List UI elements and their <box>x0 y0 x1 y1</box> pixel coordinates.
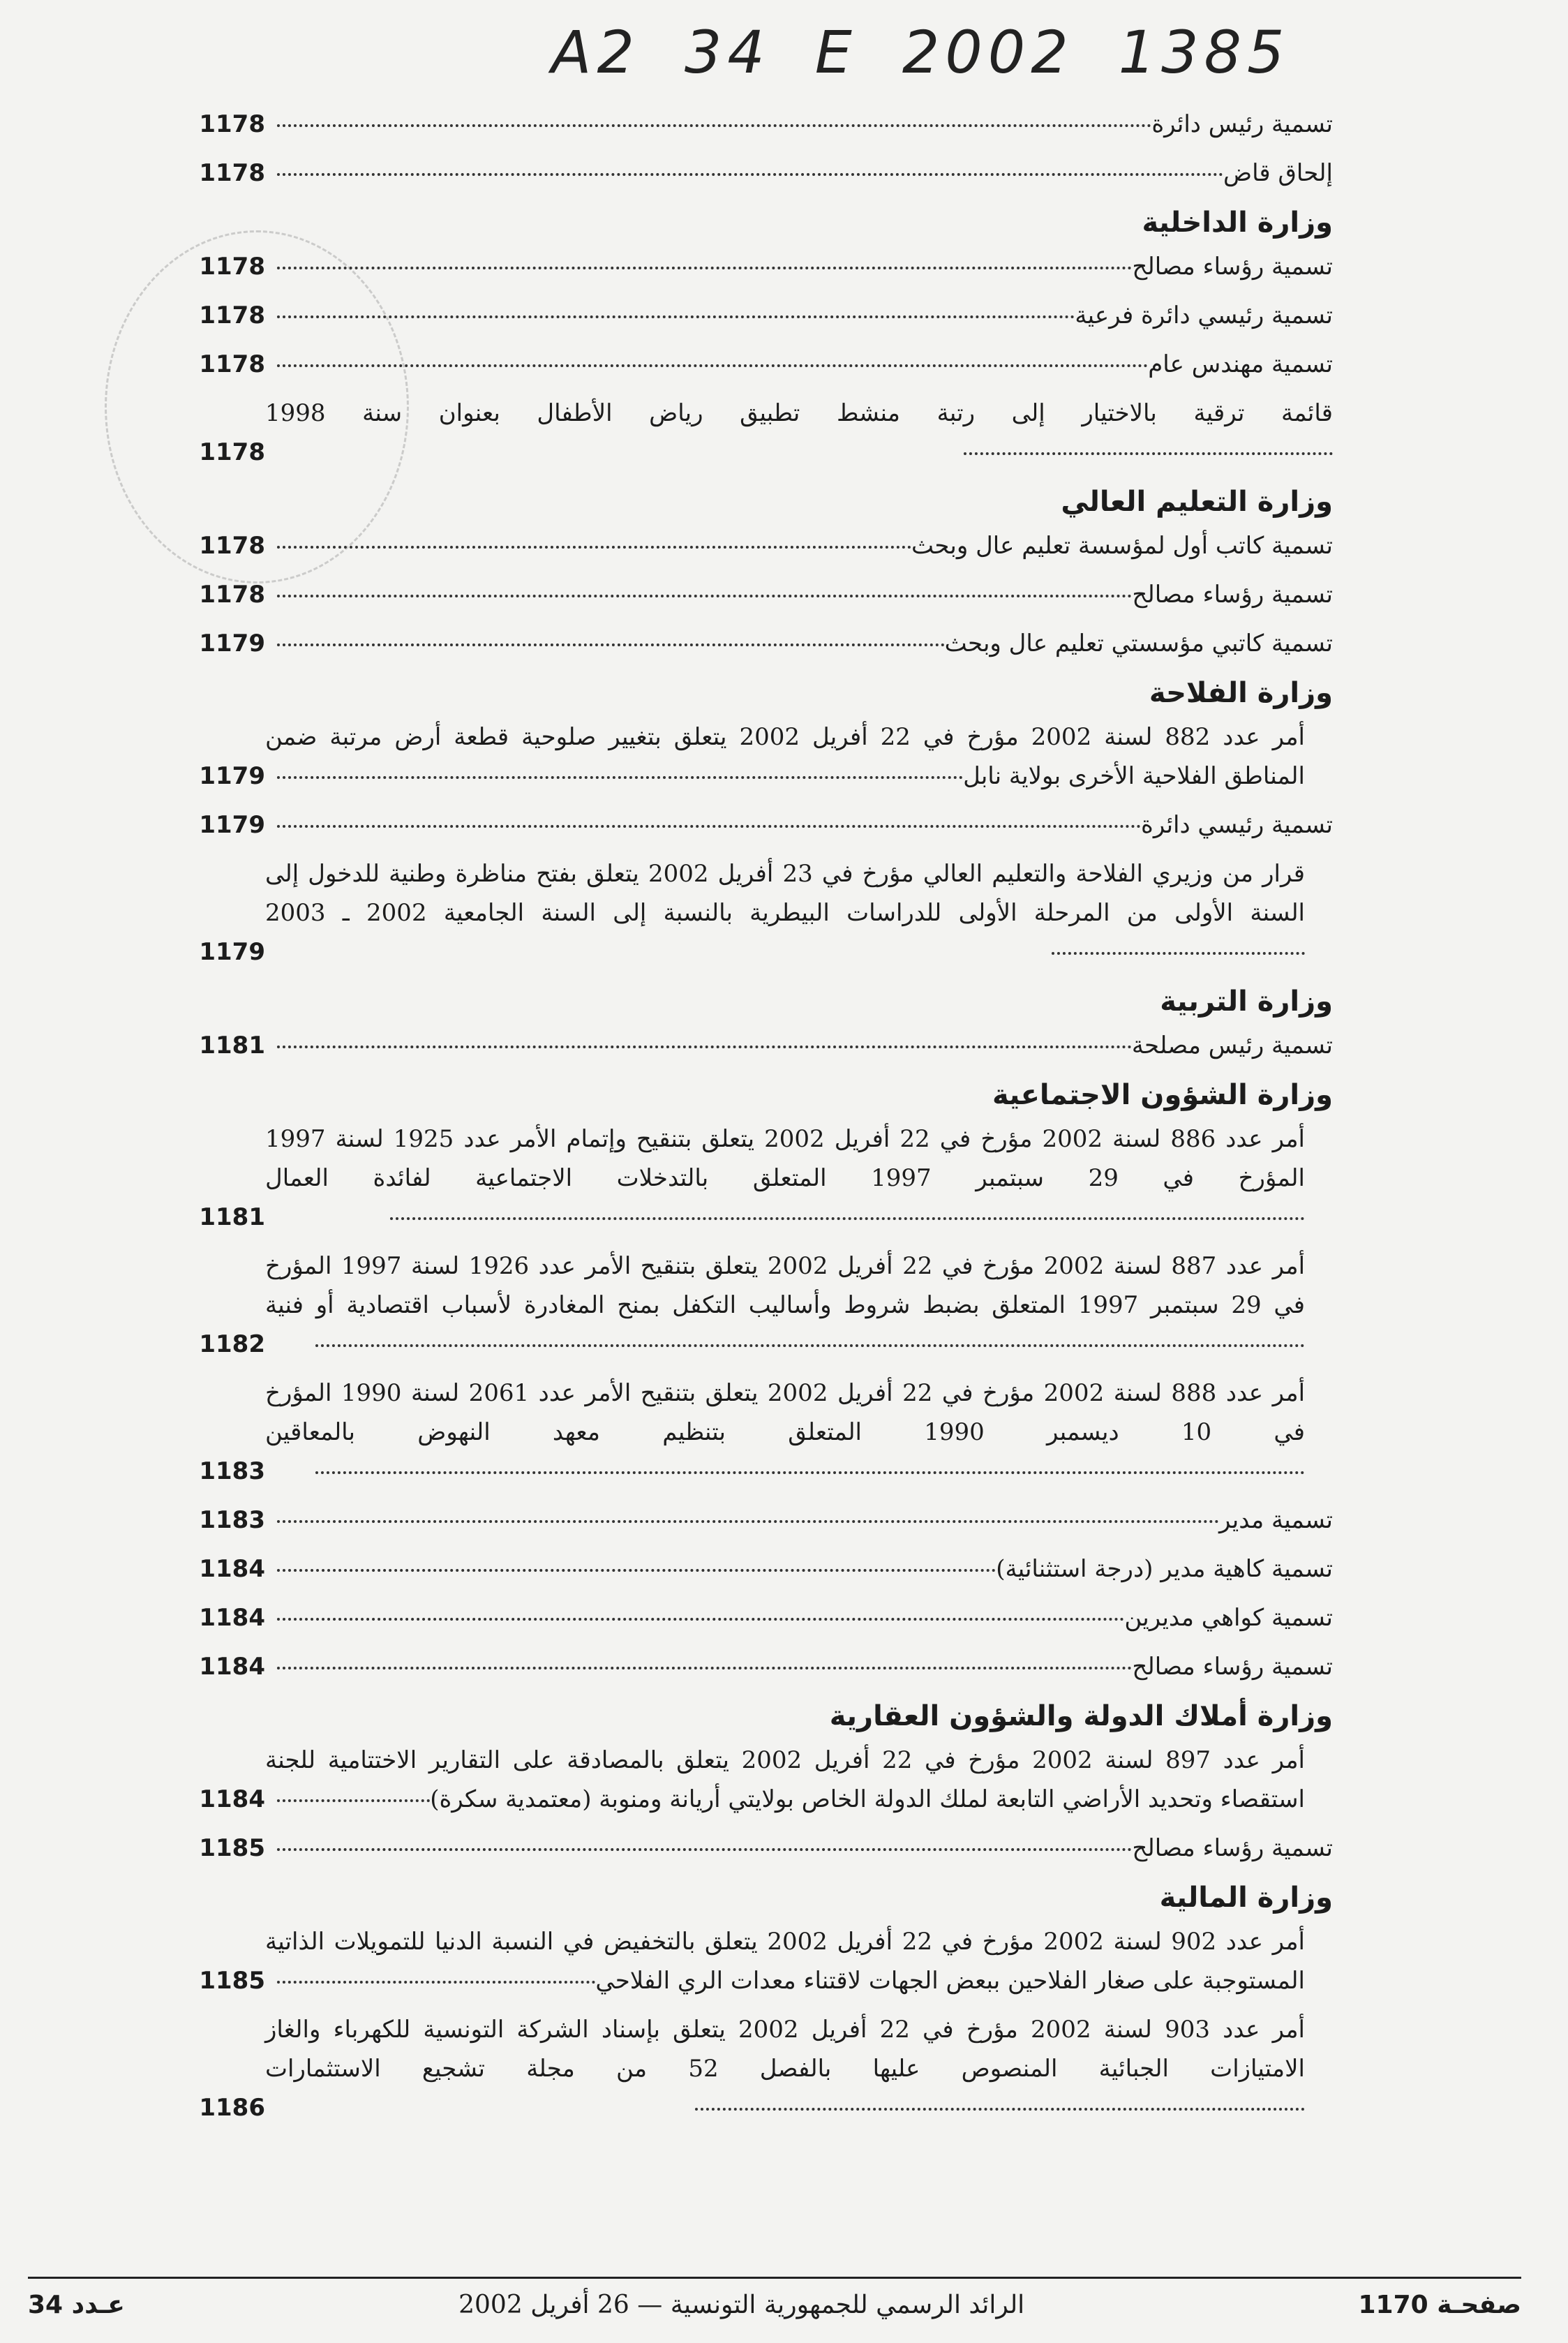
toc-page-number: 1178 <box>199 532 265 560</box>
ministry-heading: وزارة التعليم العالي <box>1061 486 1333 518</box>
toc-page-number: 1178 <box>199 302 265 329</box>
ministry-heading: وزارة التربية <box>1160 985 1333 1018</box>
toc-entry-title: تسمية مهندس عام <box>1148 350 1333 378</box>
dot-leader <box>277 776 963 779</box>
toc-page-number: 1178 <box>199 159 265 187</box>
toc-entry-title: تسمية كواهي مديرين <box>1124 1604 1333 1632</box>
toc-entry-title: قرار من وزيري الفلاحة والتعليم العالي مؤرخ في 23 أفريل 2002 يتعلق بفتح مناظرة وطنية للدخول إلى السنة الأولى من المرحلة الأولى للدراسات البيطرية بالنسبة إلى السنة الجامعية 2002 ـ 2003 <box>265 860 1305 927</box>
toc-page-number: 1185 <box>199 1967 265 1995</box>
toc-page-number: 1178 <box>199 253 265 281</box>
toc-entry[interactable] <box>188 247 1333 286</box>
toc-entry-title: أمر عدد 897 لسنة 2002 مؤرخ في 22 أفريل 2002 يتعلق بالمصادقة على التقارير الاختتامية للجنة استقصاء وتحديد الأراضي التابعة لملك الدولة الخاص بولايتي أريانة ومنوبة (معتمدية سكرة) <box>265 1746 1305 1813</box>
toc-entry-title: أمر عدد 882 لسنة 2002 مؤرخ في 22 أفريل 2002 يتعلق بتغيير صلوحية قطعة أرض مرتبة ضمن المناطق الفلاحية الأخرى بولاية نابل <box>265 723 1305 790</box>
toc-entry-title: تسمية رئيس مصلحة <box>1131 1032 1333 1059</box>
ministry-heading: وزارة المالية <box>1159 1882 1333 1914</box>
toc-entry[interactable] <box>188 1026 1333 1065</box>
toc-page-number: 1178 <box>199 110 265 138</box>
ministry-heading: وزارة الداخلية <box>1142 207 1333 239</box>
handwritten-reference <box>551 14 1389 91</box>
handwritten-part: 1385 <box>1118 18 1290 87</box>
toc-entry-title: أمر عدد 888 لسنة 2002 مؤرخ في 22 أفريل 2002 يتعلق بتنقيح الأمر عدد 2061 لسنة 1990 المؤرخ في 10 ديسمبر 1990 المتعلق بتنظيم معهد النهوض بالمعاقين <box>265 1379 1306 1446</box>
dot-leader <box>277 546 911 549</box>
dot-leader <box>277 1981 595 1984</box>
toc-page-number: 1178 <box>199 438 265 466</box>
toc-entry[interactable] <box>188 105 1333 144</box>
toc-entry[interactable] <box>188 1247 1333 1364</box>
toc-entry-title: إلحاق قاض <box>1223 159 1333 187</box>
toc-page-number: 1184 <box>199 1555 265 1583</box>
toc-entry[interactable] <box>188 296 1333 335</box>
toc-entry-title: تسمية كاتب أول لمؤسسة تعليم عال وبحث <box>911 532 1333 560</box>
toc-entry[interactable] <box>188 1647 1333 1686</box>
dot-leader <box>390 1217 1305 1220</box>
toc-entry[interactable] <box>188 1741 1333 1819</box>
toc-entry[interactable] <box>188 717 1333 796</box>
dot-leader <box>277 315 1075 318</box>
toc-entry[interactable] <box>188 854 1333 972</box>
toc-page-number: 1181 <box>199 1032 265 1059</box>
toc-entry-title: تسمية رئيسي دائرة فرعية <box>1075 302 1333 329</box>
ministry-heading: وزارة أملاك الدولة والشؤون العقارية <box>829 1700 1333 1732</box>
toc-entry[interactable] <box>188 1922 1333 2000</box>
dot-leader <box>277 173 1223 176</box>
handwritten-part: 34 <box>684 18 770 87</box>
toc-entry-title: أمر عدد 902 لسنة 2002 مؤرخ في 22 أفريل 2002 يتعلق بالتخفيض في النسبة الدنيا للتمويلات الذاتية المستوجبة على صغار الفلاحين ببعض الجهات لاقتناء معدات الري الفلاحي <box>265 1928 1306 1995</box>
toc-entry[interactable] <box>188 1501 1333 1540</box>
toc-page-number: 1184 <box>199 1604 265 1632</box>
dot-leader <box>277 1799 430 1802</box>
toc-entry-title: تسمية رؤساء مصالح <box>1132 1834 1333 1862</box>
toc-entry-title: أمر عدد 887 لسنة 2002 مؤرخ في 22 أفريل 2002 يتعلق بتنقيح الأمر عدد 1926 لسنة 1997 المؤرخ في 29 سبتمبر 1997 المتعلق بضبط شروط وأساليب التكفل بمنح المغادرة لأسباب اقتصادية أو فنية <box>265 1252 1306 1319</box>
toc-entry-title: تسمية رؤساء مصالح <box>1132 581 1333 609</box>
dot-leader <box>695 2108 1306 2111</box>
toc-entry[interactable] <box>188 2010 1333 2127</box>
toc-entry-title: تسمية مدير <box>1218 1506 1333 1534</box>
toc-entry-title: قائمة ترقية بالاختيار إلى رتبة منشط تطبيق رياض الأطفال بعنوان سنة 1998 <box>265 399 1333 427</box>
toc-entry[interactable] <box>188 345 1333 384</box>
journal-title-date: الرائد الرسمي للجمهورية التونسية — 26 أفريل 2002 <box>458 2291 1025 2319</box>
dot-leader <box>277 644 945 646</box>
toc-page-number: 1178 <box>199 350 265 378</box>
toc-entry-title: تسمية رئيسي دائرة <box>1141 811 1333 839</box>
handwritten-part: A2 <box>551 18 640 87</box>
toc-page-number: 1183 <box>199 1506 265 1534</box>
toc-entry-title: تسمية رؤساء مصالح <box>1132 1653 1333 1681</box>
toc-entry[interactable] <box>188 624 1333 663</box>
handwritten-part: E <box>814 18 858 87</box>
toc-page-number: 1179 <box>199 762 265 790</box>
ministry-heading: وزارة الفلاحة <box>1149 677 1333 709</box>
toc-entry[interactable] <box>188 394 1333 472</box>
dot-leader <box>277 1618 1124 1621</box>
toc-page-number: 1179 <box>199 630 265 657</box>
dot-leader <box>277 267 1132 269</box>
toc-entry-title: تسمية كاهية مدير (درجة استثنائية) <box>996 1555 1333 1583</box>
toc-entry-title: تسمية رؤساء مصالح <box>1132 253 1333 281</box>
dot-leader <box>964 452 1333 455</box>
toc-entry-title: تسمية رئيس دائرة <box>1151 110 1333 138</box>
toc-entry[interactable] <box>188 1829 1333 1868</box>
ministry-heading: وزارة الشؤون الاجتماعية <box>992 1079 1333 1111</box>
handwritten-part: 2002 <box>902 18 1074 87</box>
dot-leader <box>315 1344 1305 1347</box>
dot-leader <box>277 364 1148 367</box>
toc-page-number: 1185 <box>199 1834 265 1862</box>
footer-divider <box>28 2277 1521 2279</box>
toc-entry-title: تسمية كاتبي مؤسستي تعليم عال وبحث <box>944 630 1333 657</box>
toc-entry[interactable] <box>188 1598 1333 1637</box>
dot-leader <box>315 1471 1305 1474</box>
toc-page-number: 1184 <box>199 1653 265 1681</box>
toc-entry[interactable] <box>188 154 1333 193</box>
dot-leader <box>277 124 1151 127</box>
dot-leader <box>277 1520 1219 1523</box>
toc-page-number: 1178 <box>199 581 265 609</box>
page-footer <box>28 2291 1521 2319</box>
toc-page-number: 1184 <box>199 1785 265 1813</box>
page-number: صفحـة 1170 <box>1358 2291 1521 2319</box>
dot-leader <box>277 825 1141 828</box>
toc-page-number: 1183 <box>199 1457 265 1485</box>
toc-entry[interactable] <box>188 1549 1333 1589</box>
issue-number: عـدد 34 <box>28 2291 125 2319</box>
toc-entry[interactable] <box>188 575 1333 614</box>
toc-entry-title: أمر عدد 886 لسنة 2002 مؤرخ في 22 أفريل 2002 يتعلق بتنقيح وإتمام الأمر عدد 1925 لسنة 1997 المؤرخ في 29 سبتمبر 1997 المتعلق بالتدخلات الاجتماعية لفائدة العمال <box>265 1125 1305 1192</box>
dot-leader <box>277 1667 1132 1669</box>
toc-entry-title: أمر عدد 903 لسنة 2002 مؤرخ في 22 أفريل 2002 يتعلق بإسناد الشركة التونسية للكهرباء والغاز الامتيازات الجبائية المنصوص عليها بالفصل 52 من مجلة تشجيع الاستثمارات <box>265 2016 1305 2083</box>
table-of-contents <box>188 105 1333 2137</box>
dot-leader <box>277 595 1132 597</box>
toc-page-number: 1179 <box>199 938 265 966</box>
dot-leader <box>277 1046 1132 1048</box>
toc-entry[interactable] <box>188 1374 1333 1491</box>
toc-page-number: 1186 <box>199 2094 265 2122</box>
toc-page-number: 1179 <box>199 811 265 839</box>
dot-leader <box>277 1848 1132 1851</box>
toc-page-number: 1182 <box>199 1330 265 1358</box>
dot-leader <box>277 1569 996 1572</box>
toc-entry[interactable] <box>188 526 1333 565</box>
toc-entry[interactable] <box>188 805 1333 845</box>
dot-leader <box>1052 952 1305 955</box>
toc-entry[interactable] <box>188 1120 1333 1237</box>
toc-page-number: 1181 <box>199 1203 265 1231</box>
